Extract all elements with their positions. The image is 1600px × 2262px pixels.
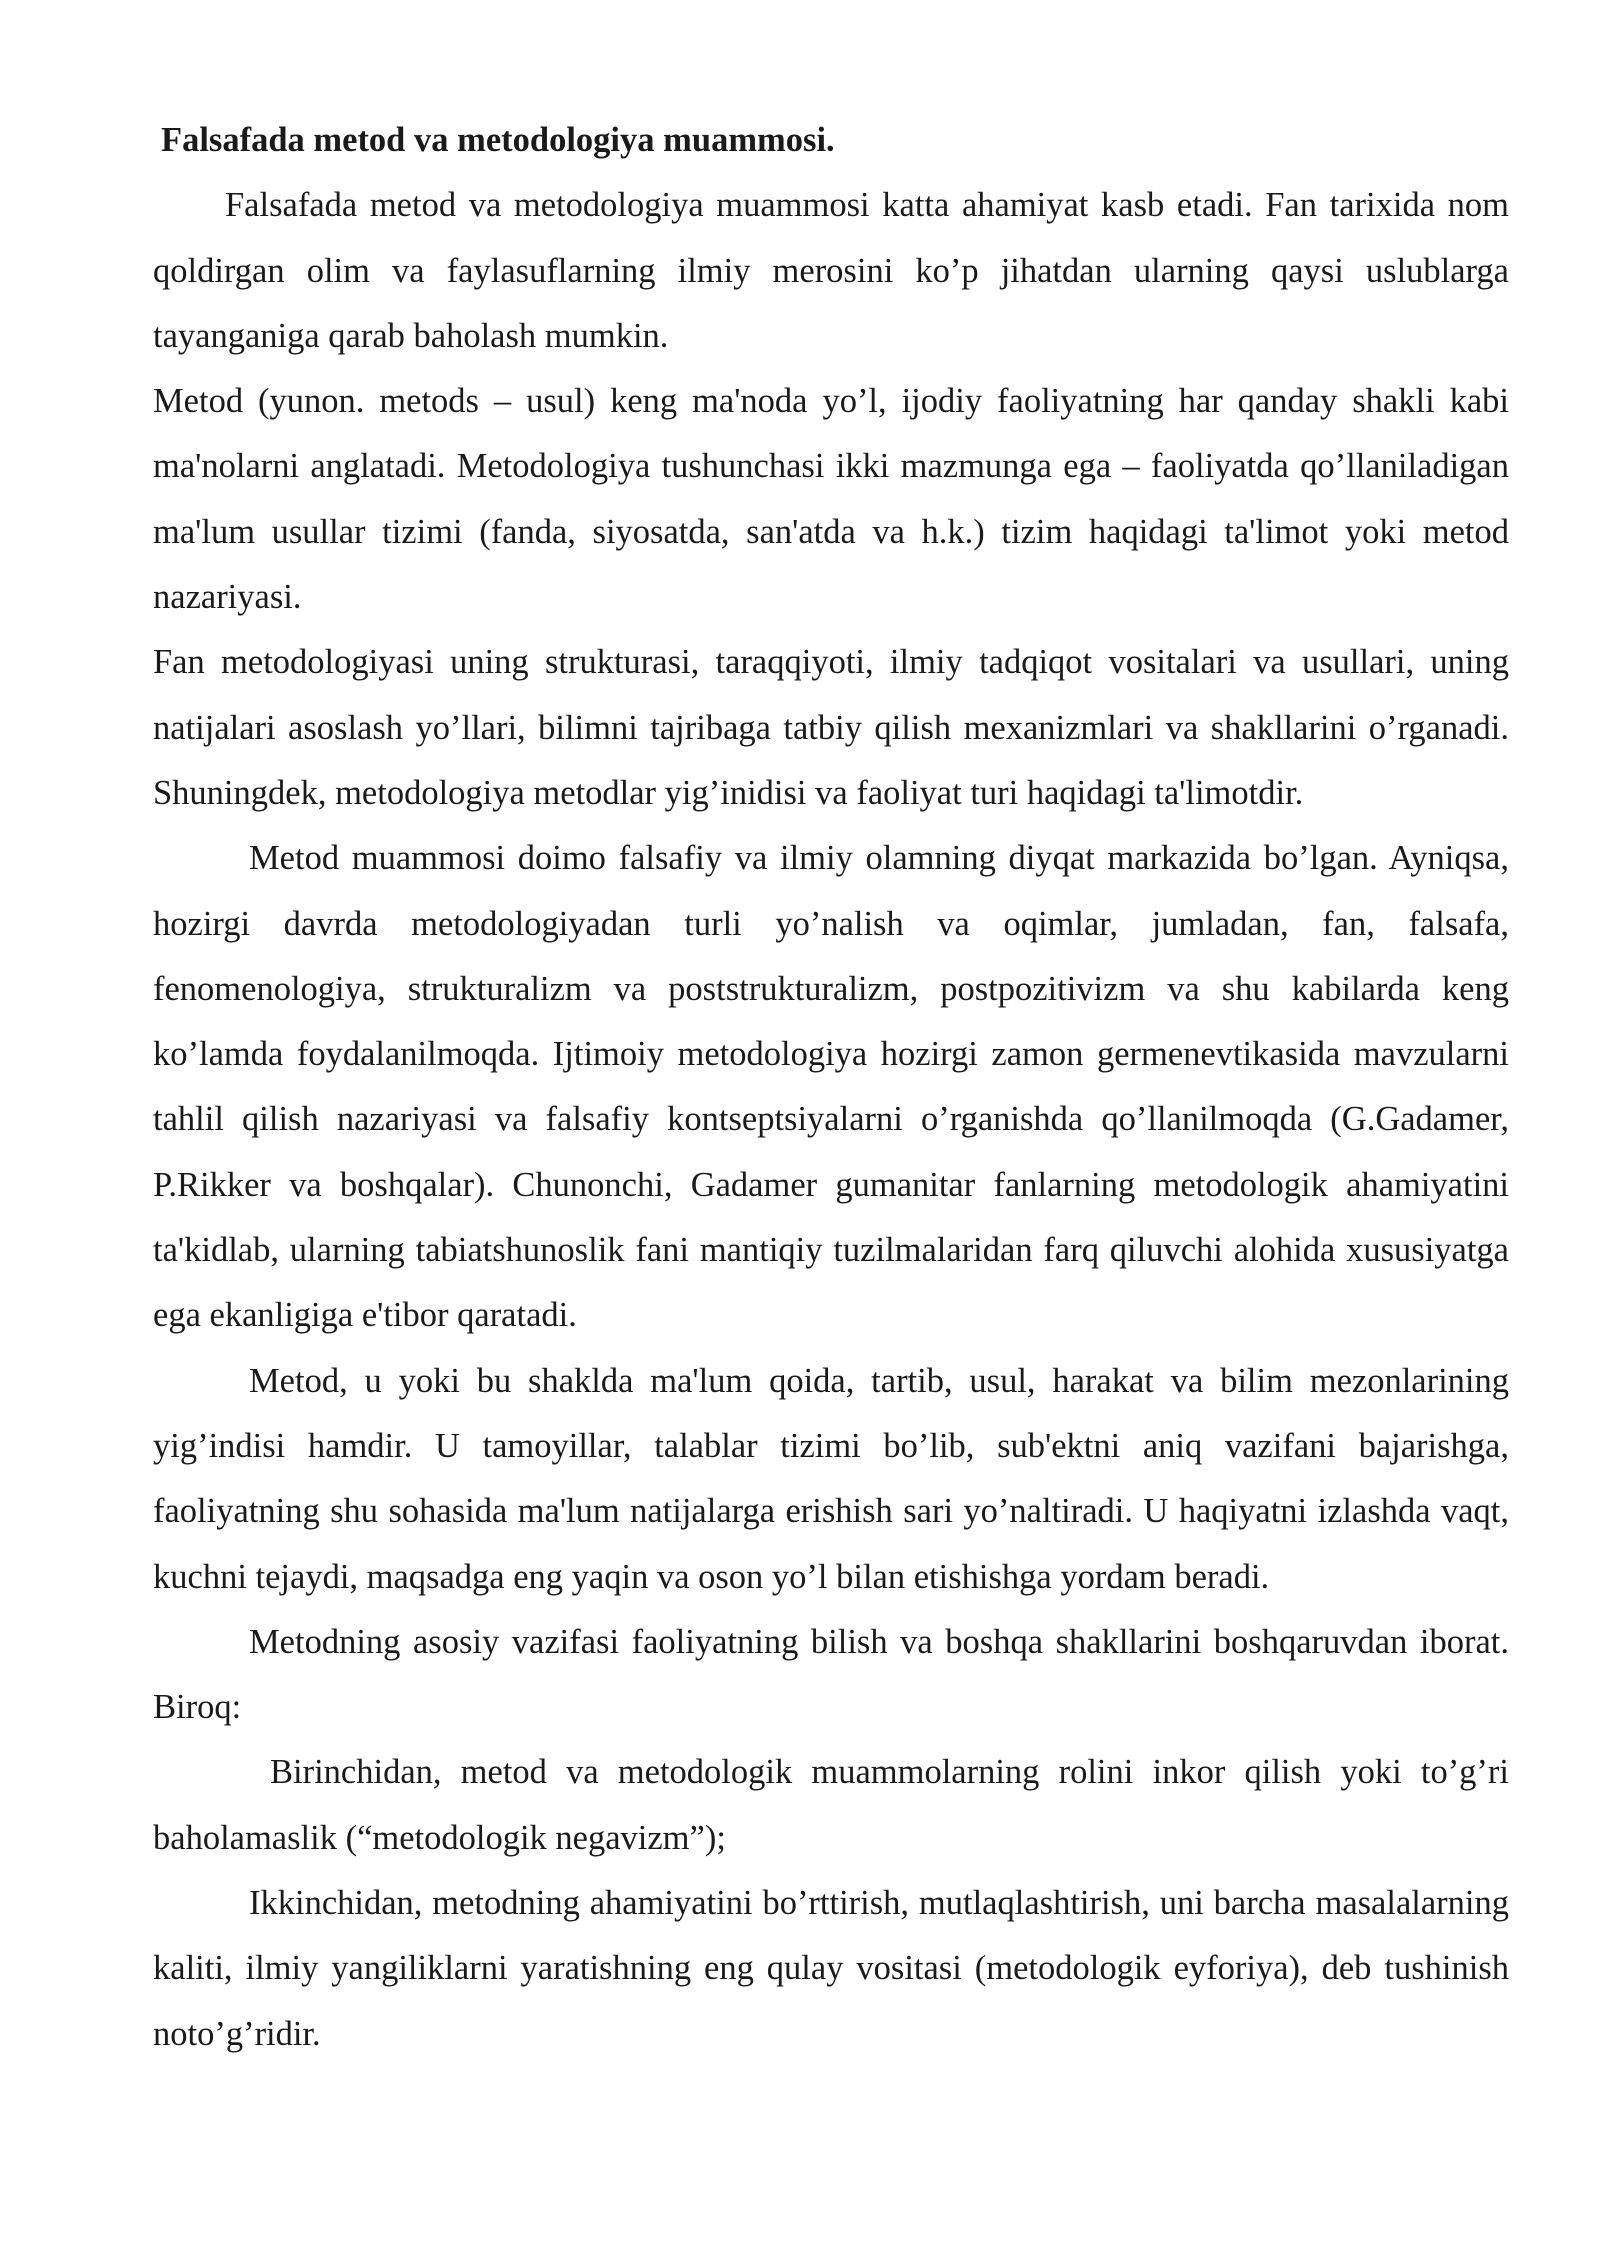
document-page: [153, 108, 1509, 2067]
paragraph-7: Birinchidan, metod va metodologik muammolarning rolini inkor qilish yoki to’g’ri baholamaslik (“metodologik negavizm”);: [153, 1753, 1509, 1857]
paragraph-4: Metod muammosi doimo falsafiy va ilmiy olamning diyqat markazida bo’lgan. Ayniqsa, hozirgi davrda metodologiyadan turli yo’nalish va oqimlar, jumladan, fan, falsafa, fenomenologiya, strukturalizm va poststrukturalizm, postpozitivizm va shu kabilarda keng ko’lamda foydalanilmoqda. Ijtimoiy metodologiya hozirgi zamon germenevtikasida mavzularni tahlil qilish nazariyasi va falsafiy kontseptsiyalarni o’rganishda qo’llanilmoqda (G.Gadamer, P.Rikker va boshqalar). Chunonchi, Gadamer gumanitar fanlarning metodologik ahamiyatini ta'kidlab, ularning tabiatshunoslik fani mantiqiy tuzilmalaridan farq qiluvchi alohida xususiyatga ega ekanligiga e'tibor qaratadi.: [153, 839, 1509, 1335]
paragraph-3: Fan metodologiyasi uning strukturasi, taraqqiyoti, ilmiy tadqiqot vositalari va usullari, uning natijalari asoslash yo’llari, bilimni tajribaga tatbiy qilish mexanizmlari va shakllarini o’rganadi. Shuningdek, metodologiya metodlar yig’inidisi va faoliyat turi haqidagi ta'limotdir.: [153, 643, 1509, 812]
paragraph-5: Metod, u yoki bu shaklda ma'lum qoida, tartib, usul, harakat va bilim mezonlarining yig’indisi hamdir. U tamoyillar, talablar tizimi bo’lib, sub'ektni aniq vazifani bajarishga, faoliyatning shu sohasida ma'lum natijalarga erishish sari yo’naltiradi. U haqiyatni izlashda vaqt, kuchni tejaydi, maqsadga eng yaqin va oson yo’l bilan etishishga yordam beradi.: [153, 1361, 1509, 1596]
paragraph-1: Falsafada metod va metodologiya muammosi katta ahamiyat kasb etadi. Fan tarixida nom qoldirgan olim va faylasuflarning ilmiy merosini ko’p jihatdan ularning qaysi uslublarga tayanganiga qarab baholash mumkin.: [153, 186, 1509, 355]
paragraph-8: Ikkinchidan, metodning ahamiyatini bo’rttirish, mutlaqlashtirish, uni barcha masalalarning kaliti, ilmiy yangiliklarni yaratishning eng qulay vositasi (metodologik eyforiya), deb tushinish noto’g’ridir.: [153, 1884, 1509, 2053]
document-title: Falsafada metod va metodologiya muammosi.: [161, 121, 835, 159]
paragraph-2: Metod (yunon. metods – usul) keng ma'noda yo’l, ijodiy faoliyatning har qanday shakli kabi ma'nolarni anglatadi. Metodologiya tushunchasi ikki mazmunga ega – faoliyatda qo’llaniladigan ma'lum usullar tizimi (fanda, siyosatda, san'atda va h.k.) tizim haqidagi ta'limot yoki metod nazariyasi.: [153, 382, 1509, 617]
paragraph-6: Metodning asosiy vazifasi faoliyatning bilish va boshqa shakllarini boshqaruvdan iborat. Biroq:: [153, 1622, 1509, 1727]
